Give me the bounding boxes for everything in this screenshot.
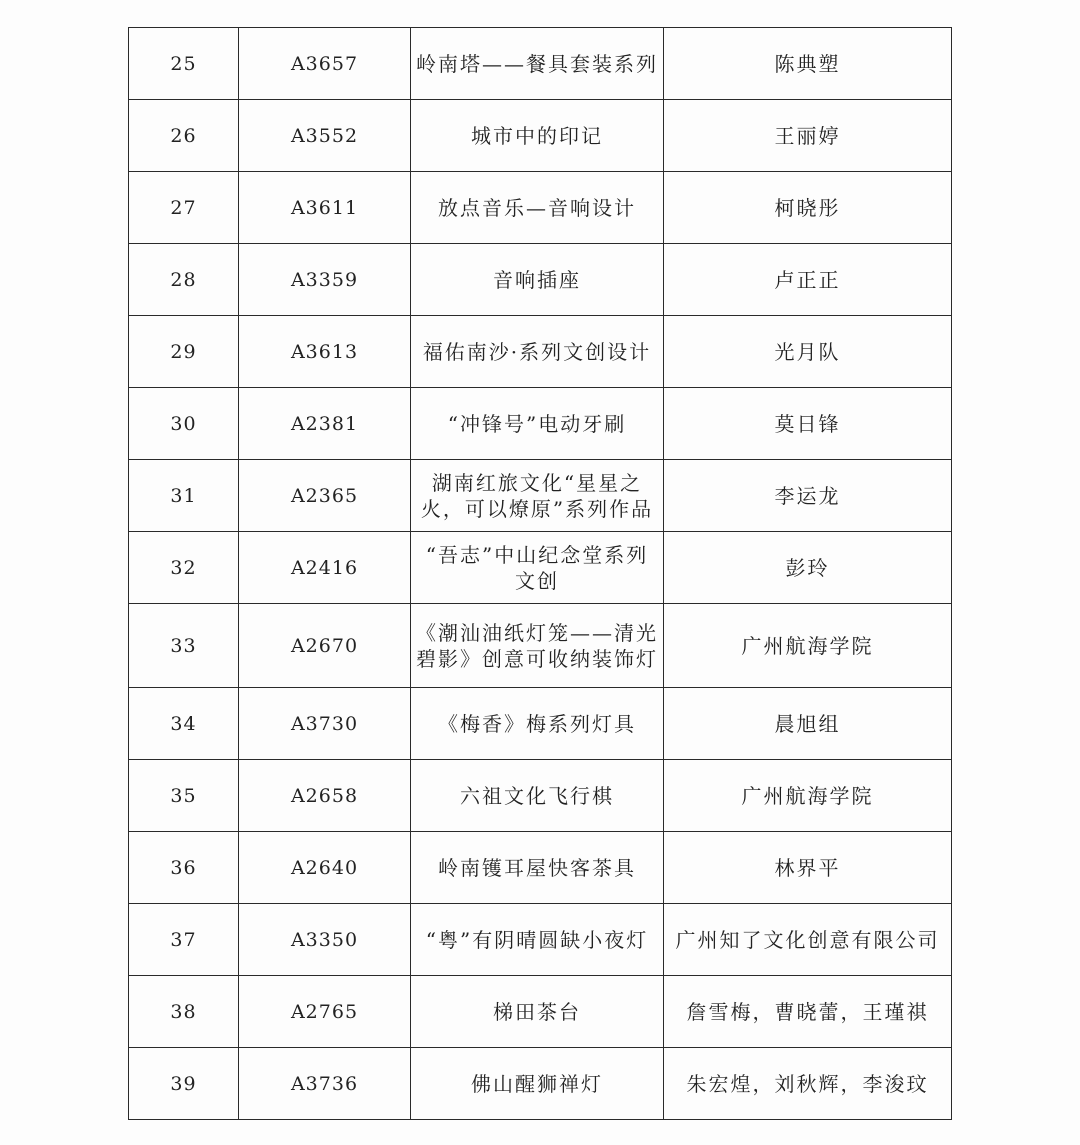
entry-code: A3359 <box>239 244 411 316</box>
author-name: 光月队 <box>664 316 952 388</box>
entry-code: A3611 <box>239 172 411 244</box>
author-name: 朱宏煌，刘秋辉，李浚玟 <box>664 1048 952 1120</box>
table-row <box>129 388 952 460</box>
row-number: 29 <box>129 316 239 388</box>
row-number: 36 <box>129 832 239 904</box>
table-row <box>129 244 952 316</box>
work-title: “粤”有阴晴圆缺小夜灯 <box>411 904 664 976</box>
author-name: 广州航海学院 <box>664 760 952 832</box>
row-number: 34 <box>129 688 239 760</box>
table-row <box>129 760 952 832</box>
entry-code: A3350 <box>239 904 411 976</box>
table-row <box>129 976 952 1048</box>
entry-code: A3552 <box>239 100 411 172</box>
author-name: 广州航海学院 <box>664 604 952 688</box>
table-row <box>129 832 952 904</box>
table-row <box>129 1048 952 1120</box>
author-name: 柯晓彤 <box>664 172 952 244</box>
entry-code: A3613 <box>239 316 411 388</box>
entry-code: A2381 <box>239 388 411 460</box>
row-number: 27 <box>129 172 239 244</box>
work-title: 梯田茶台 <box>411 976 664 1048</box>
table-row <box>129 688 952 760</box>
author-name: 广州知了文化创意有限公司 <box>664 904 952 976</box>
row-number: 32 <box>129 532 239 604</box>
entry-code: A2670 <box>239 604 411 688</box>
table-row <box>129 904 952 976</box>
work-title: 岭南塔——餐具套装系列 <box>411 28 664 100</box>
row-number: 39 <box>129 1048 239 1120</box>
work-title: 《潮汕油纸灯笼——清光碧影》创意可收纳装饰灯 <box>411 604 664 688</box>
work-title: 音响插座 <box>411 244 664 316</box>
table-row <box>129 316 952 388</box>
row-number: 26 <box>129 100 239 172</box>
author-name: 莫日锋 <box>664 388 952 460</box>
award-list-table <box>128 27 952 1120</box>
entry-code: A2658 <box>239 760 411 832</box>
row-number: 30 <box>129 388 239 460</box>
row-number: 38 <box>129 976 239 1048</box>
row-number: 35 <box>129 760 239 832</box>
entry-code: A2765 <box>239 976 411 1048</box>
table-row <box>129 100 952 172</box>
table-row <box>129 604 952 688</box>
row-number: 31 <box>129 460 239 532</box>
work-title: 福佑南沙·系列文创设计 <box>411 316 664 388</box>
work-title: 城市中的印记 <box>411 100 664 172</box>
entry-code: A3736 <box>239 1048 411 1120</box>
entry-code: A2640 <box>239 832 411 904</box>
entry-code: A2365 <box>239 460 411 532</box>
author-name: 林界平 <box>664 832 952 904</box>
work-title: 放点音乐—音响设计 <box>411 172 664 244</box>
entry-code: A3730 <box>239 688 411 760</box>
author-name: 王丽婷 <box>664 100 952 172</box>
entry-code: A3657 <box>239 28 411 100</box>
work-title: 佛山醒狮禅灯 <box>411 1048 664 1120</box>
work-title: “吾志”中山纪念堂系列文创 <box>411 532 664 604</box>
work-title: 《梅香》梅系列灯具 <box>411 688 664 760</box>
author-name: 詹雪梅，曹晓蕾，王瑾祺 <box>664 976 952 1048</box>
row-number: 25 <box>129 28 239 100</box>
author-name: 晨旭组 <box>664 688 952 760</box>
table-row <box>129 532 952 604</box>
row-number: 33 <box>129 604 239 688</box>
row-number: 28 <box>129 244 239 316</box>
table-row <box>129 28 952 100</box>
work-title: 岭南镬耳屋快客茶具 <box>411 832 664 904</box>
author-name: 卢正正 <box>664 244 952 316</box>
table-row <box>129 172 952 244</box>
entry-code: A2416 <box>239 532 411 604</box>
work-title: “冲锋号”电动牙刷 <box>411 388 664 460</box>
row-number: 37 <box>129 904 239 976</box>
work-title: 六祖文化飞行棋 <box>411 760 664 832</box>
author-name: 彭玲 <box>664 532 952 604</box>
author-name: 李运龙 <box>664 460 952 532</box>
table-row <box>129 460 952 532</box>
author-name: 陈典塑 <box>664 28 952 100</box>
work-title: 湖南红旅文化“星星之火，可以燎原”系列作品 <box>411 460 664 532</box>
